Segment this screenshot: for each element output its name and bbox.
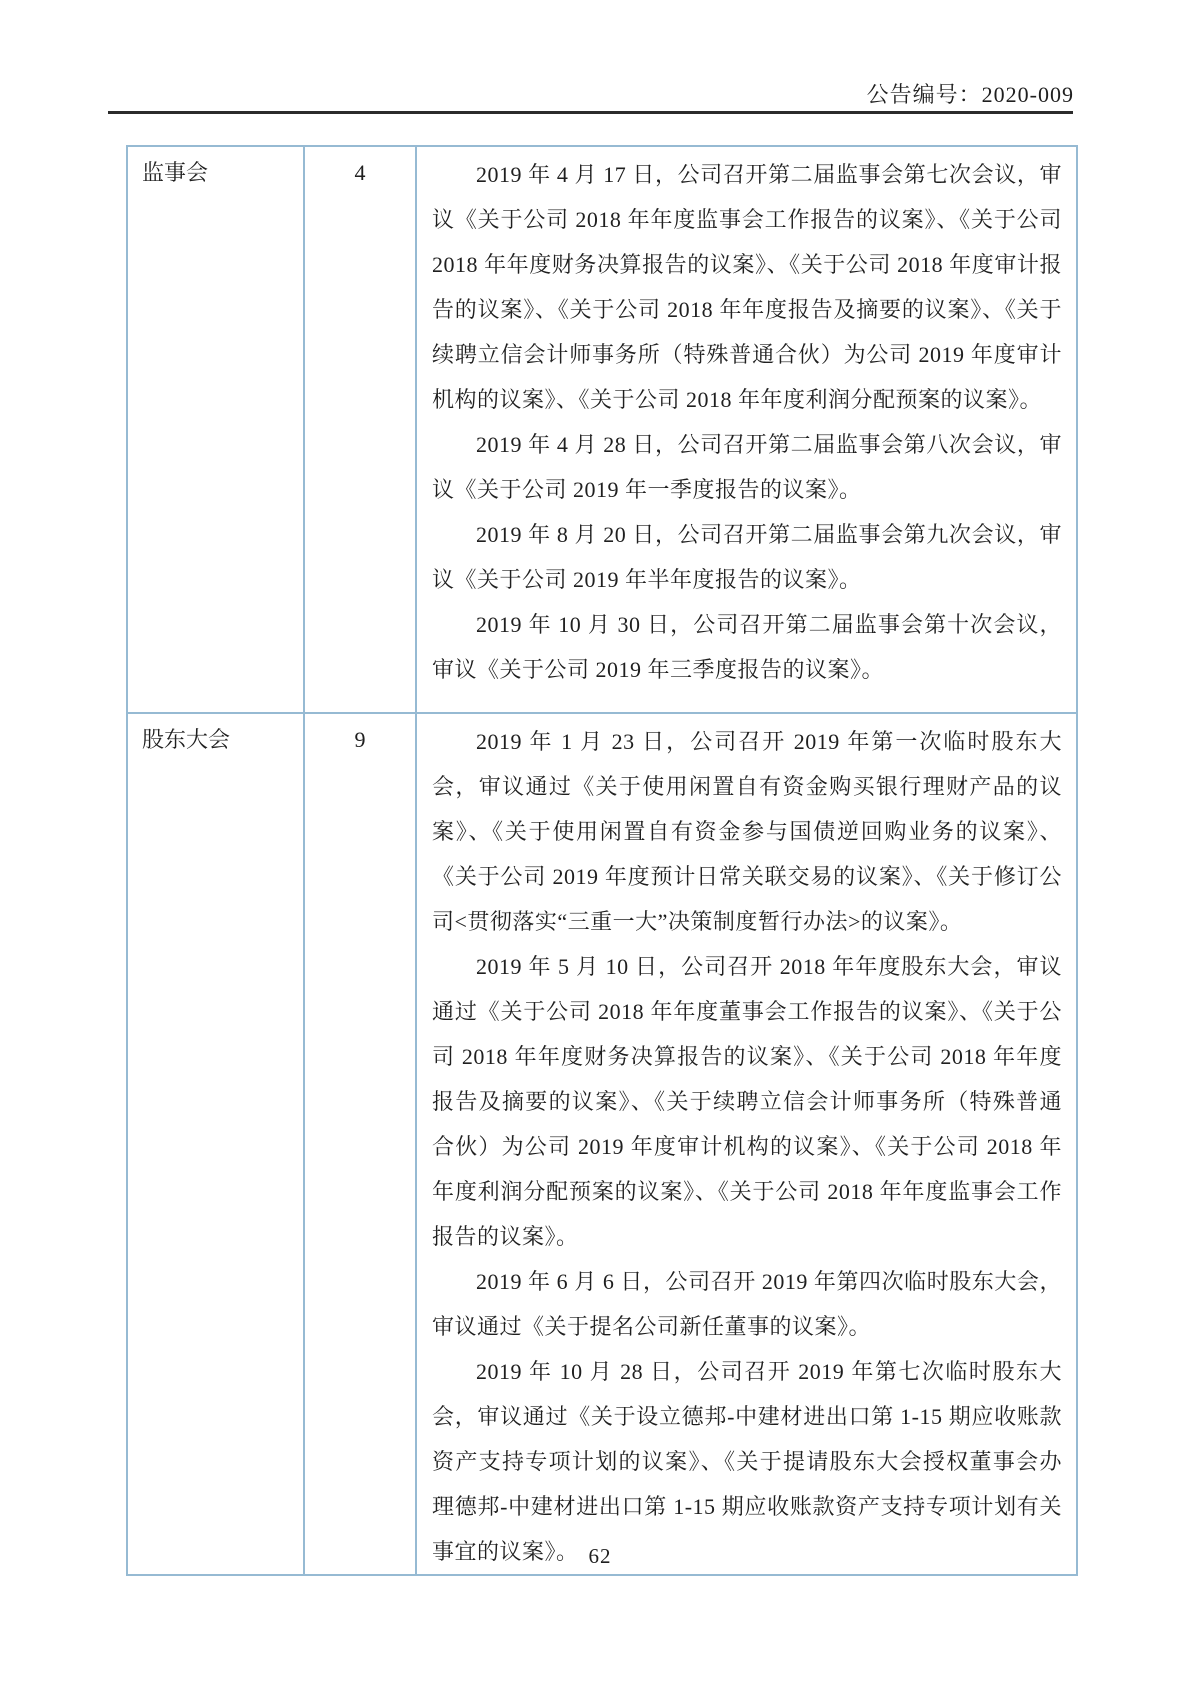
meeting-paragraph: 2019 年 8 月 20 日，公司召开第二届监事会第九次会议，审议《关于公司 2019 年半年度报告的议案》。	[432, 522, 1062, 592]
page-number: 62	[588, 1544, 612, 1568]
announcement-number: 公告编号：2020-009	[866, 82, 1074, 107]
meeting-detail-cell	[416, 713, 1077, 1575]
body-name-cell: 监事会	[127, 146, 304, 713]
meeting-paragraph: 2019 年 5 月 10 日，公司召开 2018 年年度股东大会，审议通过《关于公司 2018 年年度董事会工作报告的议案》、《关于公司 2018 年年度财务决算报告的议案》、《关于公司 2018 年年度报告及摘要的议案》、《关于续聘立信会计师事务所（特殊普通合伙）为公司 2019 年度审计机构的议案》、《关于公司 2018 年年度利润分配预案的议案》、《关于公司 2018 年年度监事会工作报告的议案》。	[432, 954, 1062, 1249]
page-footer	[0, 1544, 1200, 1569]
meeting-detail-cell	[416, 146, 1077, 713]
meeting-count-cell: 9	[304, 713, 416, 1575]
body-name-cell: 股东大会	[127, 713, 304, 1575]
meeting-paragraph: 2019 年 4 月 28 日，公司召开第二届监事会第八次会议，审议《关于公司 2019 年一季度报告的议案》。	[432, 432, 1062, 502]
meetings-table	[126, 145, 1078, 1576]
meeting-paragraph: 2019 年 10 月 28 日，公司召开 2019 年第七次临时股东大会，审议通过《关于设立德邦-中建材进出口第 1-15 期应收账款资产支持专项计划的议案》、《关于提请股东大会授权董事会办理德邦-中建材进出口第 1-15 期应收账款资产支持专项计划有关事宜的议案》。	[432, 1359, 1062, 1564]
meeting-paragraph: 2019 年 10 月 30 日，公司召开第二届监事会第十次会议，审议《关于公司 2019 年三季度报告的议案》。	[432, 612, 1062, 682]
meeting-paragraph: 2019 年 4 月 17 日，公司召开第二届监事会第七次会议，审议《关于公司 2018 年年度监事会工作报告的议案》、《关于公司 2018 年年度财务决算报告的议案》、《关于公司 2018 年度审计报告的议案》、《关于公司 2018 年年度报告及摘要的议案》、《关于续聘立信会计师事务所（特殊普通合伙）为公司 2019 年度审计机构的议案》、《关于公司 2018 年年度利润分配预案的议案》。	[432, 162, 1062, 412]
header-rule	[108, 111, 1073, 114]
table-row-shareholders-meeting	[127, 713, 1077, 1575]
meeting-paragraph: 2019 年 6 月 6 日，公司召开 2019 年第四次临时股东大会，审议通过《关于提名公司新任董事的议案》。	[432, 1269, 1062, 1339]
meeting-paragraph: 2019 年 1 月 23 日，公司召开 2019 年第一次临时股东大会，审议通过《关于使用闲置自有资金购买银行理财产品的议案》、《关于使用闲置自有资金参与国债逆回购业务的议案》、《关于公司 2019 年度预计日常关联交易的议案》、《关于修订公司<贯彻落实“三重一大”决策制度暂行办法>的议案》。	[432, 729, 1062, 934]
meeting-count-cell: 4	[304, 146, 416, 713]
table-row-supervisory-board	[127, 146, 1077, 713]
